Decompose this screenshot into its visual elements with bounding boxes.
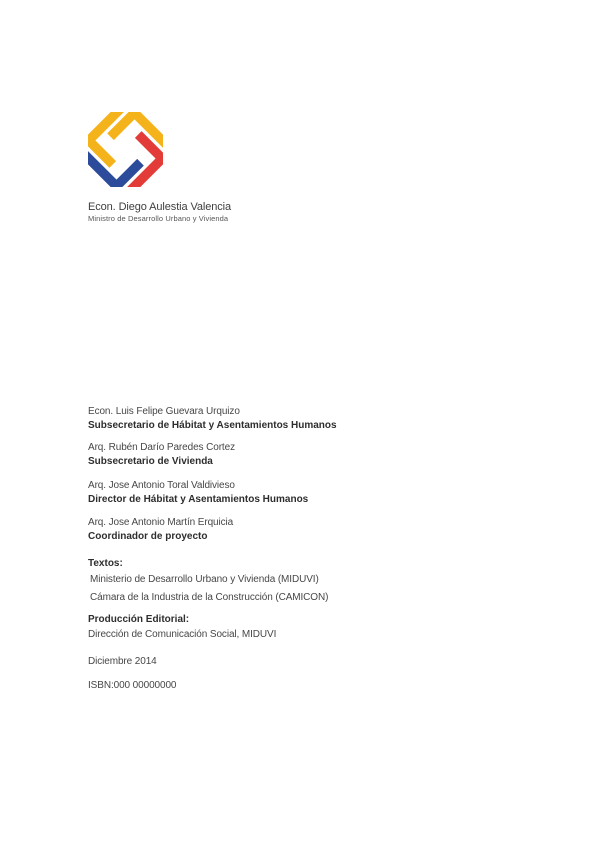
minister-name: Econ. Diego Aulestia Valencia xyxy=(88,201,232,213)
minister-block xyxy=(88,201,388,224)
produccion-heading: Producción Editorial: xyxy=(88,614,190,625)
credit-title: Subsecretario de Vivienda xyxy=(88,456,213,467)
produccion-item: Dirección de Comunicación Social, MIDUVI xyxy=(88,629,277,640)
logo-arrow-bottom-left xyxy=(88,154,141,186)
credit-name: Arq. Rubén Darío Paredes Cortez xyxy=(88,442,235,453)
logo-arrow-top-right xyxy=(111,113,164,145)
credit-title: Director de Hábitat y Asentamientos Humanos xyxy=(88,494,309,505)
textos-item: Cámara de la Industria de la Construcción (CAMICON) xyxy=(90,592,329,603)
textos-item: Ministerio de Desarrollo Urbano y Vivienda (MIDUVI) xyxy=(90,574,319,585)
isbn: ISBN:000 00000000 xyxy=(88,680,177,691)
textos-heading: Textos: xyxy=(88,558,123,569)
credit-name: Econ. Luis Felipe Guevara Urquizo xyxy=(88,406,240,417)
credit-title: Coordinador de proyecto xyxy=(88,531,208,542)
credits-block xyxy=(88,399,518,692)
miduvi-logo-icon xyxy=(88,112,163,187)
logo-arrow-top-left xyxy=(89,112,121,165)
logo-arrow-bottom-right xyxy=(130,135,162,188)
publication-date: Diciembre 2014 xyxy=(88,656,157,667)
credit-title: Subsecretario de Hábitat y Asentamientos Humanos xyxy=(88,420,337,431)
credit-name: Arq. Jose Antonio Martín Erquicia xyxy=(88,517,234,528)
minister-role: Ministro de Desarrollo Urbano y Vivienda xyxy=(88,214,229,223)
credit-name: Arq. Jose Antonio Toral Valdivieso xyxy=(88,480,235,491)
